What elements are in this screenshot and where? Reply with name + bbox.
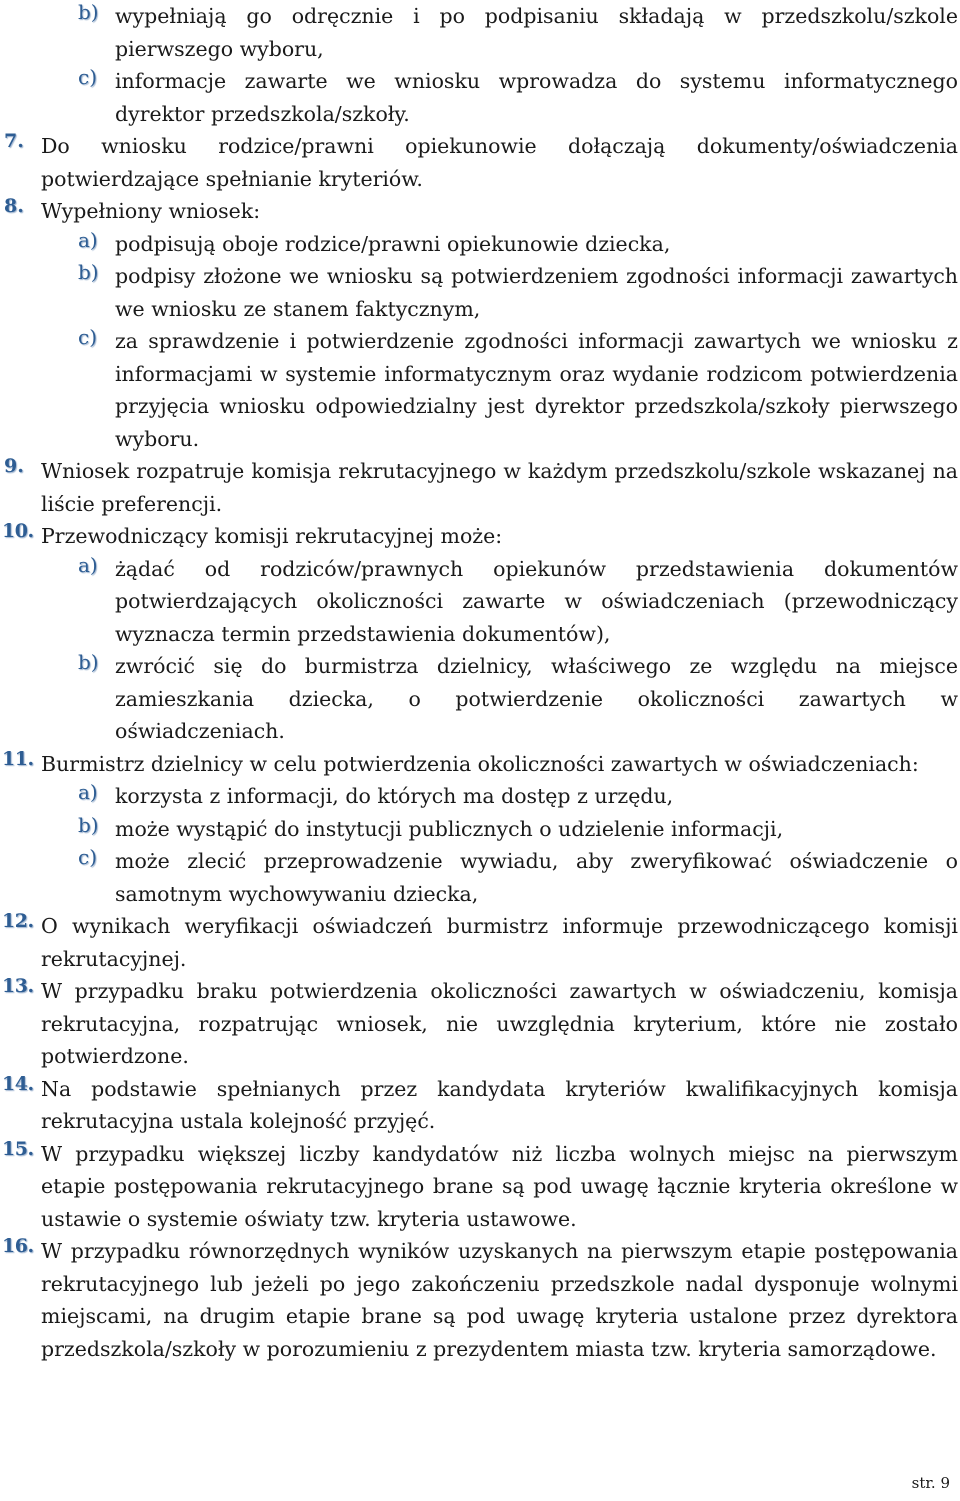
sublist-item-b: [0, 650, 960, 748]
item-number: 11.: [2, 747, 34, 770]
item-text: Wypełniony wniosek:: [41, 199, 261, 223]
sublist-letter: a): [78, 227, 98, 252]
list-item-11: [0, 748, 960, 781]
list-item-7: [0, 130, 960, 195]
item-text: W przypadku większej liczby kandydatów niż liczba wolnych miejsc na pierwszym etapie postępowania rekrutacyjnego brane są pod uwagę łącznie kryteria określone w ustawie o systemie oświaty tzw. kryteria ustawowe.: [41, 1141, 958, 1231]
item-text: Na podstawie spełnianych przez kandydata kryteriów kwalifikacyjnych komisja rekrutacyjna ustala kolejność przyjęć.: [41, 1076, 958, 1133]
sublist-letter: c): [78, 65, 98, 89]
item-text: Wniosek rozpatruje komisja rekrutacyjnego w każdym przedszkolu/szkole wskazanej na liście preferencji.: [41, 459, 958, 516]
sublist-letter: b): [78, 812, 99, 837]
sublist-item-a: [0, 228, 960, 261]
list-item-12: [0, 910, 960, 975]
sublist-item-b: [0, 813, 960, 846]
sublist-letter: c): [78, 845, 98, 869]
sublist-text: wypełniają go odręcznie i po podpisaniu składają w przedszkolu/szkole pierwszego wyboru,: [115, 4, 958, 61]
item-number: 8.: [4, 195, 24, 217]
sublist-text: podpisują oboje rodzice/prawni opiekunowie dziecka,: [115, 231, 671, 256]
item-number: 7.: [4, 130, 24, 152]
item-number: 12.: [2, 910, 34, 932]
sublist-letter: b): [78, 260, 99, 284]
list-item-13: [0, 975, 960, 1073]
item-text: W przypadku równorzędnych wyników uzyskanych na pierwszym etapie postępowania rekrutacyjnego lub jeżeli po jego zakończeniu przedszkole nadal dysponuje wolnymi miejscami, na drugim etapie brane są pod uwagę kryteria ustalone przez dyrektora przedszkola/szkoły w porozumieniu z prezydentem miasta tzw. kryteria samorządowe.: [41, 1239, 958, 1361]
sublist-item-a: [0, 553, 960, 651]
page-number: str. 9: [911, 1474, 950, 1492]
item-number: 13.: [2, 975, 34, 997]
sublist-item-a: [0, 780, 960, 813]
sublist-letter: b): [78, 650, 99, 674]
sublist-text: może zlecić przeprowadzenie wywiadu, aby zweryfikować oświadczenie o samotnym wychowywaniu dziecka,: [115, 849, 958, 906]
sublist-letter: b): [78, 0, 99, 24]
item-number: 10.: [2, 520, 34, 542]
sublist-item-b: [0, 0, 960, 65]
sublist-letter: a): [78, 552, 98, 577]
list-item-14: [0, 1073, 960, 1138]
item-text: Burmistrz dzielnicy w celu potwierdzenia okoliczności zawartych w oświadczeniach:: [41, 751, 919, 776]
sublist-text: podpisy złożone we wniosku są potwierdzeniem zgodności informacji zawartych we wniosku ze stanem faktycznym,: [115, 264, 958, 321]
sublist-text: informacje zawarte we wniosku wprowadza do systemu informatycznego dyrektor przedszkola/szkoły.: [115, 69, 958, 126]
list-item-8: [0, 195, 960, 228]
item-number: 16.: [2, 1235, 34, 1257]
sublist-letter: a): [78, 780, 98, 804]
sublist-letter: c): [78, 325, 98, 349]
sublist-text: za sprawdzenie i potwierdzenie zgodności informacji zawartych we wniosku z informacjami w systemie informatycznym oraz wydanie rodzicom potwierdzenia przyjęcia wniosku odpowiedzialny jest dyrektor przedszkola/szkoły pierwszego wyboru.: [115, 329, 958, 451]
item-number: 9.: [4, 455, 24, 477]
sublist-text: korzysta z informacji, do których ma dostęp z urzędu,: [115, 784, 674, 808]
sublist-item-c: [0, 845, 960, 910]
item-text: Przewodniczący komisji rekrutacyjnej może:: [41, 524, 503, 548]
sublist-item-c: [0, 65, 960, 130]
item-text: Do wniosku rodzice/prawni opiekunowie dołączają dokumenty/oświadczenia potwierdzające spełnianie kryteriów.: [41, 134, 958, 191]
list-item-16: [0, 1235, 960, 1365]
list-item-10: [0, 520, 960, 553]
item-text: O wynikach weryfikacji oświadczeń burmistrz informuje przewodniczącego komisji rekrutacyjnej.: [41, 914, 958, 971]
item-text: W przypadku braku potwierdzenia okoliczności zawartych w oświadczeniu, komisja rekrutacyjna, rozpatrując wniosek, nie uwzględnia kryterium, które nie zostało potwierdzone.: [41, 979, 958, 1068]
list-item-15: [0, 1138, 960, 1236]
sublist-text: żądać od rodziców/prawnych opiekunów przedstawienia dokumentów potwierdzających okoliczności zawarte w oświadczeniach (przewodniczący wyznacza termin przedstawienia dokumentów),: [115, 556, 958, 646]
item-number: 14.: [2, 1072, 34, 1095]
sublist-item-b: [0, 260, 960, 325]
sublist-text: zwrócić się do burmistrza dzielnicy, właściwego ze względu na miejsce zamieszkania dziecka, o potwierdzenie okoliczności zawartych w oświadczeniach.: [115, 654, 958, 743]
sublist-text: może wystąpić do instytucji publicznych o udzielenie informacji,: [115, 816, 784, 841]
item-number: 15.: [2, 1137, 34, 1160]
list-item-9: [0, 455, 960, 520]
sublist-item-c: [0, 325, 960, 455]
